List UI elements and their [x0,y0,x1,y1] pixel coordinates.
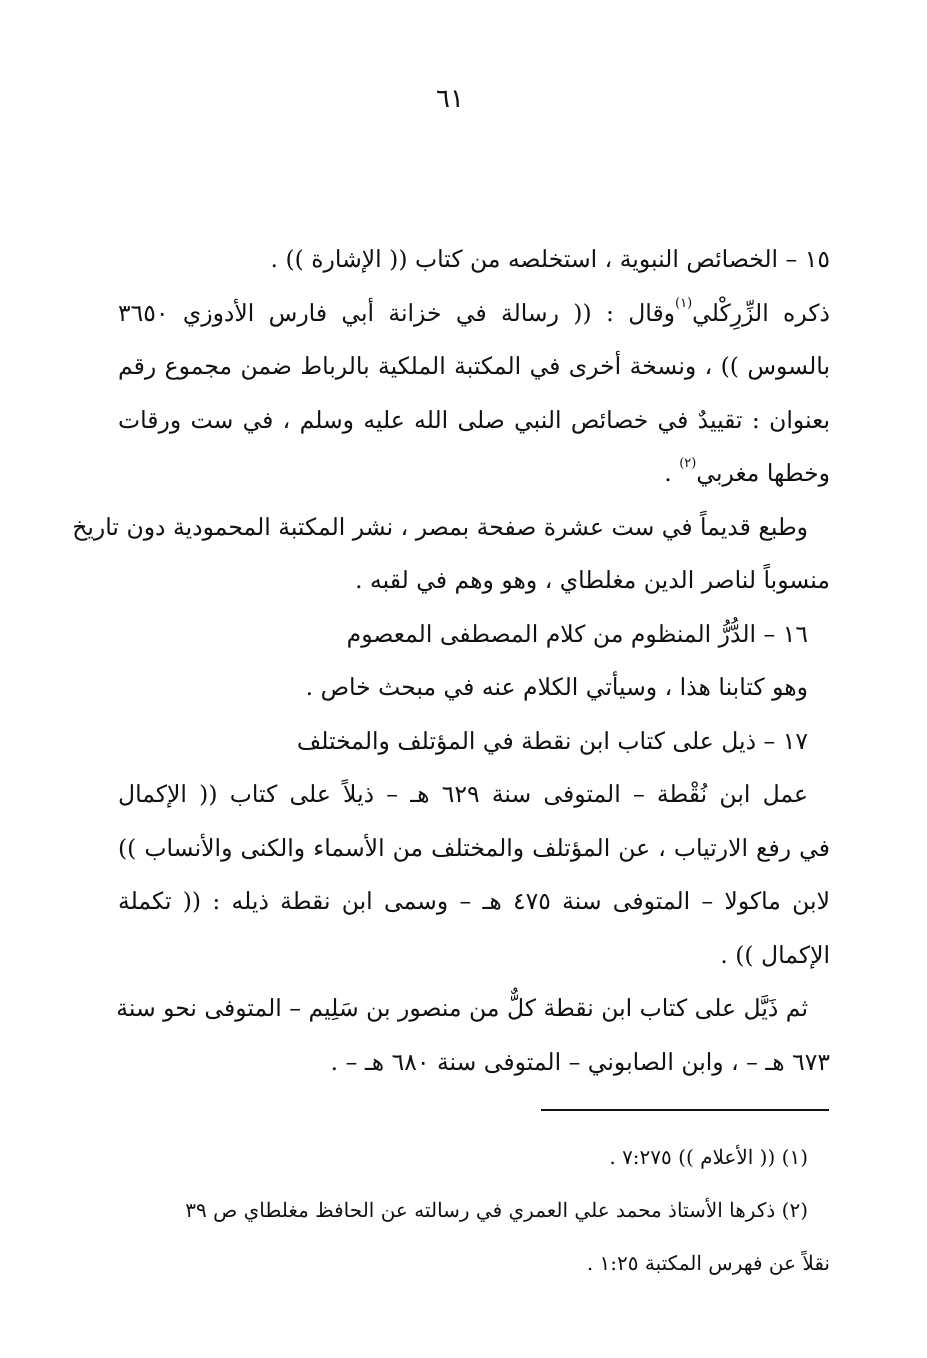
text-segment: وقال : (( رسالة في خزانة أبي فارس الأدوزي ٣٦٥٠ [118,298,676,327]
text-line [118,447,830,501]
footnote-divider [541,1109,829,1111]
text-line: بعنوان : تقييدٌ في خصائص النبي صلى الله عليه وسلم ، في ست ورقات [118,405,830,434]
text-line: منسوباً لناصر الدين مغلطاي ، وهو وهم في لقبه . [355,566,830,594]
text-line: ٦٧٣ هـ – ، وابن الصابوني – المتوفى سنة ٦٨٠ هـ – . [330,1047,830,1076]
text-segment: . [664,459,672,487]
footnotes [118,1132,830,1288]
text-segment: ذكره الزِّرِكْلي [692,298,830,327]
footnote-mark-2: (٢) [679,456,697,471]
text-line: وهو كتابنا هذا ، وسيأتي الكلام عنه في مبحث خاص . [305,673,808,701]
text-line: لابن ماكولا – المتوفى سنة ٤٧٥ هـ – وسمى ابن نقطة ذيله : (( تكملة [118,887,830,915]
text-line-item-17: ١٧ – ذيل على كتاب ابن نقطة في المؤتلف والمختلف [296,726,808,755]
text-segment: وخطها مغربي [696,459,830,487]
text-line: في رفع الارتياب ، عن المؤتلف والمختلف من الأسماء والكنى والأنساب )) [118,833,830,862]
main-text [72,233,830,1089]
footnote-2: (٢) ذكرها الأستاذ محمد علي العمري في رسالته عن الحافظ مغلطاي ص ٣٩ [185,1198,808,1222]
text-line: وطبع قديماً في ست عشرة صفحة بمصر ، نشر المكتبة المحمودية دون تاريخ [72,512,808,541]
footnote-mark-1: (١) [675,295,693,311]
text-line: ثم ذَيَّل على كتاب ابن نقطة كلٌّ من منصور بن سَلِيم – المتوفى نحو سنة [116,994,808,1022]
text-line: الإكمال )) . [720,940,830,969]
text-line: عمل ابن نُقْطة – المتوفى سنة ٦٢٩ هـ – ذيلاً على كتاب (( الإكمال [118,780,808,808]
text-line-item-15: ١٥ – الخصائص النبوية ، استخلصه من كتاب (( الإشارة )) . [270,245,830,273]
page-number: ٦١ [436,84,464,114]
footnote-2-continuation: نقلاً عن فهرس المكتبة ١:٢٥ . [586,1251,830,1275]
text-line-item-16: ١٦ – الدُّرُّ المنظوم من كلام المصطفى المعصوم [346,619,808,648]
text-line-zirikli [118,287,830,341]
footnote-1: (١) (( الأعلام )) ٧:٢٧٥ . [609,1145,808,1169]
text-line: بالسوس )) ، ونسخة أخرى في المكتبة الملكية بالرباط ضمن مجموع رقم [118,352,830,380]
